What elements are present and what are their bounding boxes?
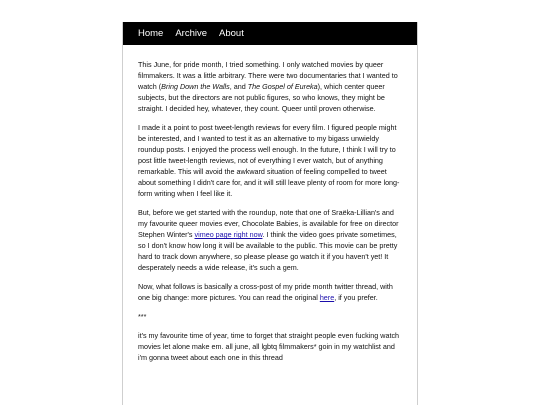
page-container <box>122 22 418 405</box>
text-span: But, before we get started with the roundup, note that one of Sraëka-Lillian's and my favourite queer movies ever, Chocolate Babies, is available for free on director Stephen Winter's <box>138 208 399 239</box>
text-span: . I think the video goes private sometimes, so I don't know how long it will be available to the public. This movie can be pretty hard to track down anywhere, so please please go watch it if you haven't yet! It desperately needs a wide release, it's such a gem. <box>138 230 398 272</box>
post-paragraph-1 <box>138 59 404 114</box>
post-paragraph-4 <box>138 281 404 303</box>
post-content <box>138 59 404 371</box>
text-span: Now, what follows is basically a cross-post of my pride month twitter thread, with one big change: more pictures. You can read the original <box>138 282 393 302</box>
top-navbar <box>123 22 417 45</box>
text-span: , and <box>229 82 248 91</box>
vimeo-page-link[interactable]: vimeo page right now <box>194 230 263 239</box>
film-title-bring-down-the-walls: Bring Down the Walls <box>161 82 230 91</box>
post-paragraph-3 <box>138 207 404 273</box>
nav-home-link[interactable]: Home <box>138 28 164 39</box>
nav-archive-link[interactable]: Archive <box>175 28 208 39</box>
text-span: , if you prefer. <box>334 293 378 302</box>
section-separator: *** <box>138 312 147 321</box>
post-paragraph-5: it's my favourite time of year, time to forget that straight people even fucking watch movies let alone make em. all june, all lgbtq filmmakers* goin in my watchlist and i'm gonna tweet about each one in this thread <box>138 331 400 362</box>
text-span: ), which center queer subjects, but the directors are not public figures, so who knows, they might be straight. I decided hey, whatever, they count. Queer until proven otherwise. <box>138 82 385 113</box>
post-paragraph-2: I made it a point to post tweet-length reviews for every film. I figured people might be interested, and I wanted to test it as an alternative to my bigass unwieldy roundup posts. I enjoyed the process well enough. In the future, I think I will try to post little tweet-length reviews, not of everything I ever watch, but of anything remarkable. This will avoid the awkward situation of feeling compelled to tweet about something I didn't care for, and it will still leave plenty of room for more long-form writing when I feel like it. <box>138 123 400 198</box>
original-thread-link[interactable]: here <box>319 293 335 302</box>
text-span: This June, for pride month, I tried something. I only watched movies by queer filmmakers. It was a little arbitrary. There were two documentaries that I wanted to watch ( <box>138 60 398 91</box>
nav-about-link[interactable]: About <box>219 28 244 39</box>
film-title-gospel-of-eureka: The Gospel of Eureka <box>247 82 318 91</box>
